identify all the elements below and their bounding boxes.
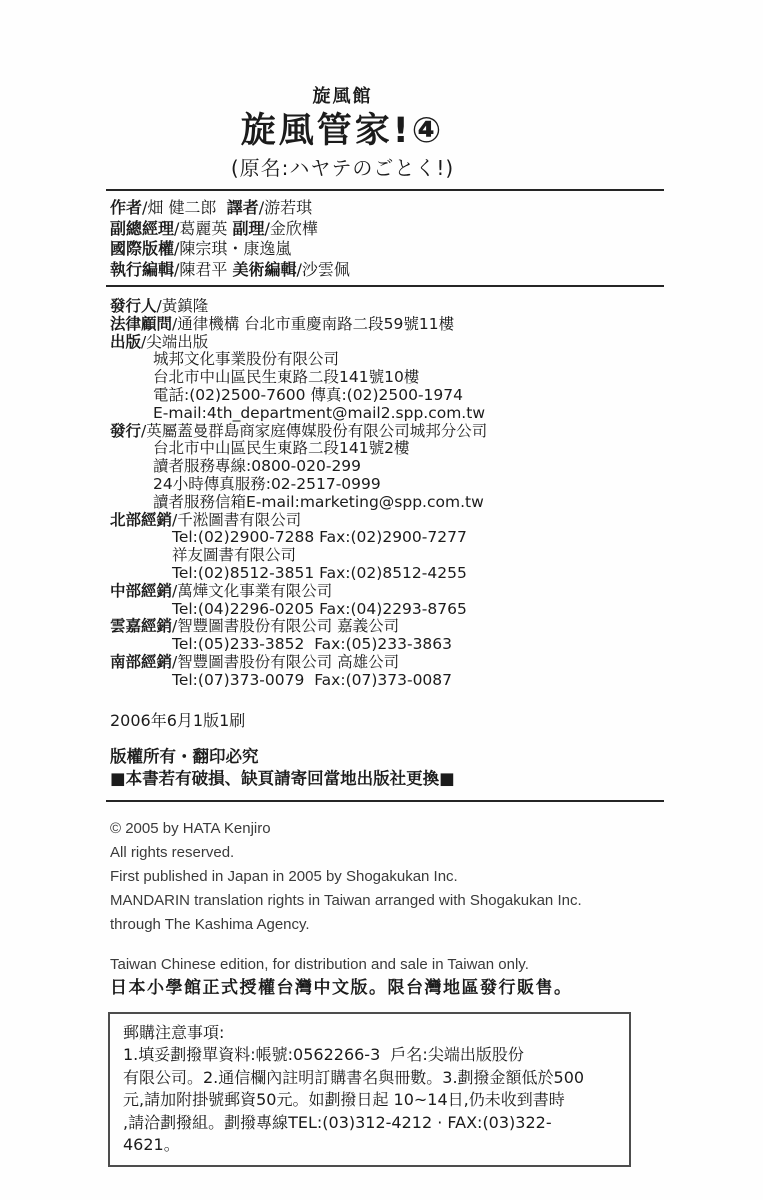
field-value: 有限公司。2.通信欄內註明訂購書名與冊數。3.劃撥金額低於500 (123, 1067, 585, 1087)
field-label: 執行編輯 (110, 259, 175, 279)
field-value: 元,請加附掛號郵資50元。如劃撥日起 10~14日,仍未收到書時 (123, 1090, 565, 1110)
edition-date: 2006年6月1版1刷 (110, 710, 246, 730)
rights-line (110, 746, 663, 769)
field-label: 版權所有・翻印必究 (110, 746, 259, 766)
mail-order-line (123, 1112, 617, 1135)
publishing-line (110, 672, 663, 690)
publishing-line (110, 618, 663, 636)
publishing-line (110, 512, 663, 530)
field-label: 北部經銷 (110, 510, 173, 529)
credit-line (110, 198, 663, 219)
english-copyright-section (110, 817, 663, 938)
field-value: 讀者服務信箱E-mail:marketing@spp.com.tw (153, 492, 484, 511)
copyright-line (110, 865, 663, 889)
field-label: 雲嘉經銷 (110, 617, 173, 636)
copyright-line (110, 817, 663, 841)
field-value: 1.填妥劃撥單資料:帳號:0562266-3 戶名:尖端出版股份 (123, 1045, 524, 1065)
publishing-line (110, 334, 663, 352)
field-label: ■本書若有破損、缺頁請寄回當地出版社更換■ (110, 769, 455, 789)
taiwan-edition-english: Taiwan Chinese edition, for distribution and sale in Taiwan only. (110, 955, 529, 973)
book-title: 旋風管家!④ (240, 111, 445, 151)
mail-order-line (123, 1067, 617, 1090)
field-value: 4621。 (123, 1135, 180, 1155)
field-label: 發行人 (110, 297, 157, 315)
copyright-line (110, 841, 663, 865)
copyright-line (110, 913, 663, 937)
field-value: Tel:(02)2900-7288 Fax:(02)2900-7277 (172, 528, 467, 547)
field-value: /畑 健二郎 (142, 198, 227, 217)
field-value: Tel:(05)233-3852 Fax:(05)233-3863 (172, 635, 453, 654)
field-value: Tel:(04)2296-0205 Fax:(04)2293-8765 (172, 599, 467, 618)
publishing-line (110, 298, 663, 316)
field-value: /英屬蓋曼群島商家庭傳媒股份有限公司城邦分公司 (141, 421, 488, 440)
field-value: /游若琪 (258, 198, 313, 217)
publishing-section (110, 298, 663, 690)
field-label: 作者 (110, 198, 143, 217)
field-value: /黃鎮隆 (156, 297, 209, 315)
mail-order-line (123, 1044, 617, 1067)
field-value: Tel:(02)8512-3851 Fax:(02)8512-4255 (172, 563, 467, 582)
publishing-line (110, 529, 663, 547)
field-label: 副總經理 (110, 218, 175, 238)
field-value: 祥友圖書有限公司 (172, 546, 297, 565)
field-label: 法律顧問 (110, 314, 173, 333)
publishing-line (110, 601, 663, 619)
credit-line (110, 260, 663, 281)
taiwan-edition-section (110, 955, 663, 1001)
field-label: 發行 (110, 421, 142, 440)
field-label: 國際版權 (110, 239, 175, 258)
taiwan-edition-chinese: 日本小學館正式授權台灣中文版。限台灣地區發行販售。 (110, 977, 573, 998)
field-value: /通律機構 台北市重慶南路二段59號11樓 (172, 314, 455, 333)
publishing-line (110, 565, 663, 583)
publishing-line (110, 369, 663, 387)
divider-rights (106, 800, 664, 802)
field-value: 台北市中山區民生東路二段141號10樓 (153, 368, 420, 387)
field-value: First published in Japan in 2005 by Shogakukan Inc. (110, 867, 458, 885)
field-label: 副理 (232, 218, 265, 238)
field-value: E-mail:4th_department@mail2.spp.com.tw (153, 403, 485, 422)
field-value: /萬燁文化事業有限公司 (172, 581, 333, 600)
field-value: 台北市中山區民生東路二段141號2樓 (153, 439, 410, 458)
field-value: /葛麗英 (174, 218, 233, 238)
rights-notice (110, 746, 663, 791)
field-value: 城邦文化事業股份有限公司 (153, 350, 340, 369)
publishing-line (110, 387, 663, 405)
publishing-line (110, 476, 663, 494)
mail-order-line (123, 1022, 617, 1045)
field-value: All rights reserved. (110, 843, 235, 861)
field-value: 電話:(02)2500-7600 傳真:(02)2500-1974 (153, 385, 463, 404)
publishing-line (110, 583, 663, 601)
publishing-line (110, 405, 663, 423)
copyright-line (110, 889, 663, 913)
field-value: Tel:(07)373-0079 Fax:(07)373-0087 (172, 670, 453, 689)
credits-section (110, 198, 663, 280)
rights-line (110, 768, 663, 791)
field-value: /千淞圖書有限公司 (172, 510, 302, 529)
title-block (110, 86, 575, 181)
field-label: 譯者 (226, 198, 259, 217)
publishing-line (110, 494, 663, 512)
field-value: MANDARIN translation rights in Taiwan arranged with Shogakukan Inc. (110, 892, 582, 910)
field-value: /沙雲佩 (296, 259, 350, 279)
original-title: (原名:ハヤテのごとく!) (230, 156, 455, 180)
field-value: /智豐圖書股份有限公司 嘉義公司 (172, 617, 400, 636)
field-value: 郵購注意事項: (123, 1022, 225, 1042)
publishing-line (110, 636, 663, 654)
publishing-line (110, 458, 663, 476)
field-label: 美術編輯 (232, 259, 297, 279)
publishing-line (110, 440, 663, 458)
field-label: 出版 (110, 332, 142, 351)
field-value: /陳君平 (174, 259, 233, 279)
mail-order-line (123, 1134, 617, 1157)
credit-line (110, 239, 663, 260)
mail-order-notice-box (108, 1012, 631, 1167)
field-value: 讀者服務專線:0800-020-299 (153, 457, 362, 476)
publishing-line (110, 351, 663, 369)
mail-order-line (123, 1089, 617, 1112)
field-label: 中部經銷 (110, 581, 173, 600)
publishing-line (110, 316, 663, 334)
publishing-line (110, 547, 663, 565)
field-value: /陳宗琪・康逸嵐 (174, 239, 292, 258)
field-value: ,請洽劃撥組。劃撥專線TEL:(03)312-4212 · FAX:(03)322- (123, 1112, 552, 1132)
publishing-line (110, 423, 663, 441)
credit-line (110, 219, 663, 240)
field-value: /智豐圖書股份有限公司 高雄公司 (172, 652, 400, 671)
series-label: 旋風館 (312, 86, 373, 107)
field-label: 南部經銷 (110, 652, 173, 671)
field-value: © 2005 by HATA Kenjiro (110, 819, 271, 837)
field-value: through The Kashima Agency. (110, 916, 310, 934)
field-value: 24小時傳真服務:02-2517-0999 (153, 474, 381, 493)
divider-credits (106, 285, 664, 287)
field-value: /尖端出版 (141, 332, 209, 351)
field-value: /金欣樺 (264, 218, 318, 238)
publishing-line (110, 654, 663, 672)
divider-top (106, 189, 664, 191)
